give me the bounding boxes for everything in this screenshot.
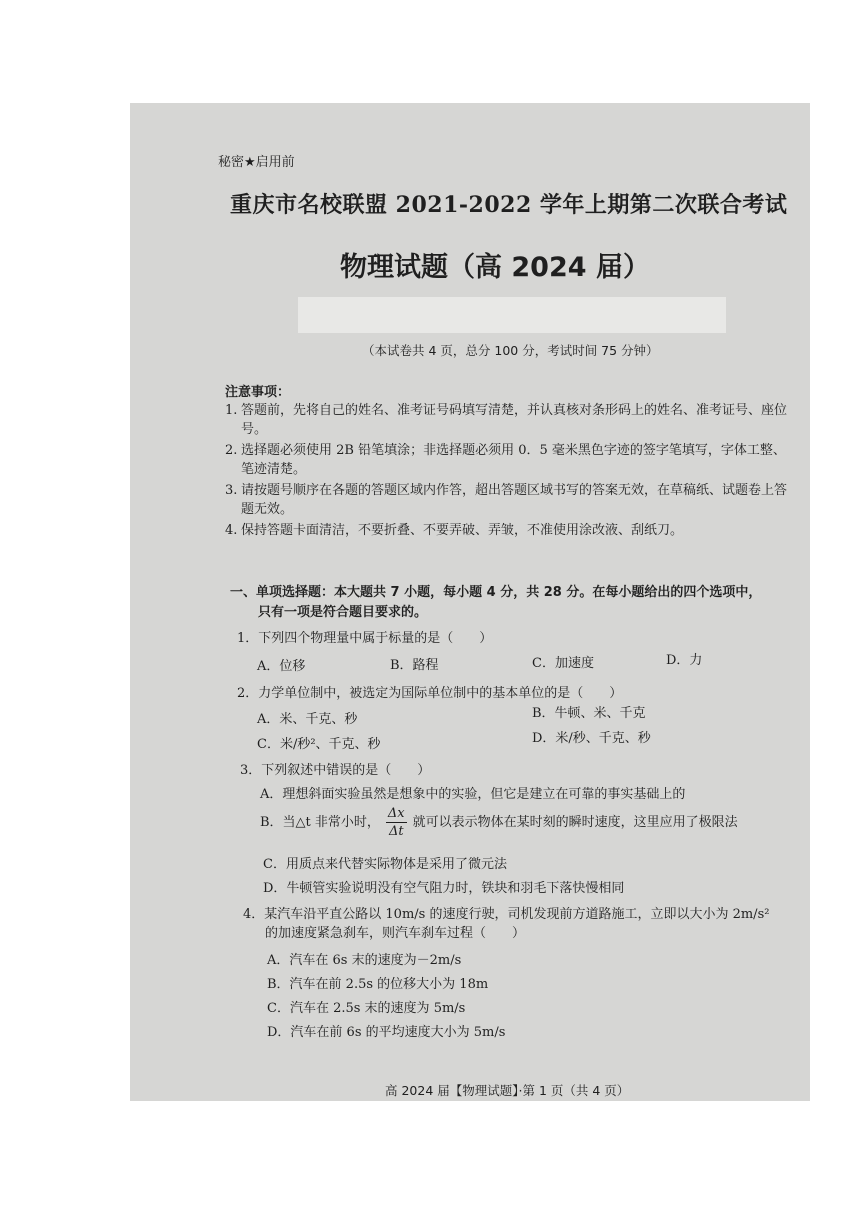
question-4-stem: 4．某汽车沿平直公路以 10m/s 的速度行驶，司机发现前方道路施工，立即以大小为 2m/s²: [243, 907, 770, 922]
q1-option-a: A．位移: [257, 659, 306, 674]
q3-option-a: A．理想斜面实验虽然是想象中的实验，但它是建立在可靠的事实基础上的: [260, 787, 686, 802]
q3-option-d: D．牛顿管实验说明没有空气阻力时，铁块和羽毛下落快慢相同: [263, 881, 625, 896]
section-heading: 一、单项选择题：本大题共 7 小题，每小题 4 分，共 28 分。在每小题给出的四个选项中， 只有一项是符合题目要求的。: [230, 585, 762, 620]
q2-option-a: A．米、千克、秒: [257, 712, 358, 727]
page-footer: 高 2024 届【物理试题】·第 1 页（共 4 页）: [385, 1083, 630, 1098]
q2-option-d: D．米/秒、千克、秒: [532, 731, 651, 746]
exam-info: （本试卷共 4 页，总分 100 分，考试时间 75 分钟）: [362, 343, 659, 358]
q2-option-b: B．牛顿、米、千克: [532, 706, 646, 721]
question-3-stem: 3．下列叙述中错误的是（ ）: [240, 763, 431, 778]
q1-option-c: C．加速度: [532, 656, 594, 671]
q4-option-b: B．汽车在前 2.5s 的位移大小为 18m: [267, 977, 489, 992]
subject-title: 物理试题（高 2024 届）: [340, 252, 650, 283]
secret-label: 秘密★启用前: [218, 155, 295, 170]
q4-option-d: D．汽车在前 6s 的平均速度大小为 5m/s: [267, 1025, 506, 1040]
notes-title: 注意事项：: [225, 385, 291, 400]
delta-x-over-delta-t-fraction: $\frac{\Delta x}{\Delta t}$: [387, 806, 405, 839]
note-item: 2. 选择题必须使用 2B 铅笔填涂；非选择题必须用 0．5 毫米黑色字迹的签字笔填写，字体工整、笔迹清楚。: [225, 443, 786, 477]
redacted-area: [298, 297, 726, 333]
exam-title: 重庆市名校联盟 2021-2022 学年上期第二次联合考试: [230, 192, 788, 218]
q4-option-c: C．汽车在 2.5s 末的速度为 5m/s: [267, 1001, 466, 1016]
exam-page: [130, 103, 810, 1101]
q4-option-a: A．汽车在 6s 末的速度为－2m/s: [267, 953, 462, 968]
note-item: 3. 请按题号顺序在各题的答题区域内作答，超出答题区域书写的答案无效，在草稿纸、试题卷上答题无效。: [225, 483, 788, 517]
question-1-stem: 1．下列四个物理量中属于标量的是（ ）: [237, 631, 493, 646]
q1-option-b: B．路程: [390, 658, 439, 673]
q3-option-c: C．用质点来代替实际物体是采用了微元法: [263, 857, 507, 872]
q1-option-d: D．力: [666, 653, 703, 668]
q2-option-c: C．米/秒²、千克、秒: [257, 737, 381, 752]
question-4-stem-cont: 的加速度紧急刹车，则汽车刹车过程（ ）: [265, 926, 526, 941]
note-item: 1. 答题前，先将自己的姓名、准考证号码填写清楚，并认真核对条形码上的姓名、准考证号、座位号。: [225, 403, 788, 437]
question-2-stem: 2．力学单位制中，被选定为国际单位制中的基本单位的是（ ）: [237, 686, 623, 701]
q3-option-b: B．当△t 非常小时， $\frac{\Delta x}{\Delta t}$ 就可以表示物体在某时刻的瞬时速度，这里应用了极限法: [260, 806, 738, 839]
note-item: 4. 保持答题卡面清洁，不要折叠、不要弄破、弄皱，不准使用涂改液、刮纸刀。: [225, 523, 684, 538]
